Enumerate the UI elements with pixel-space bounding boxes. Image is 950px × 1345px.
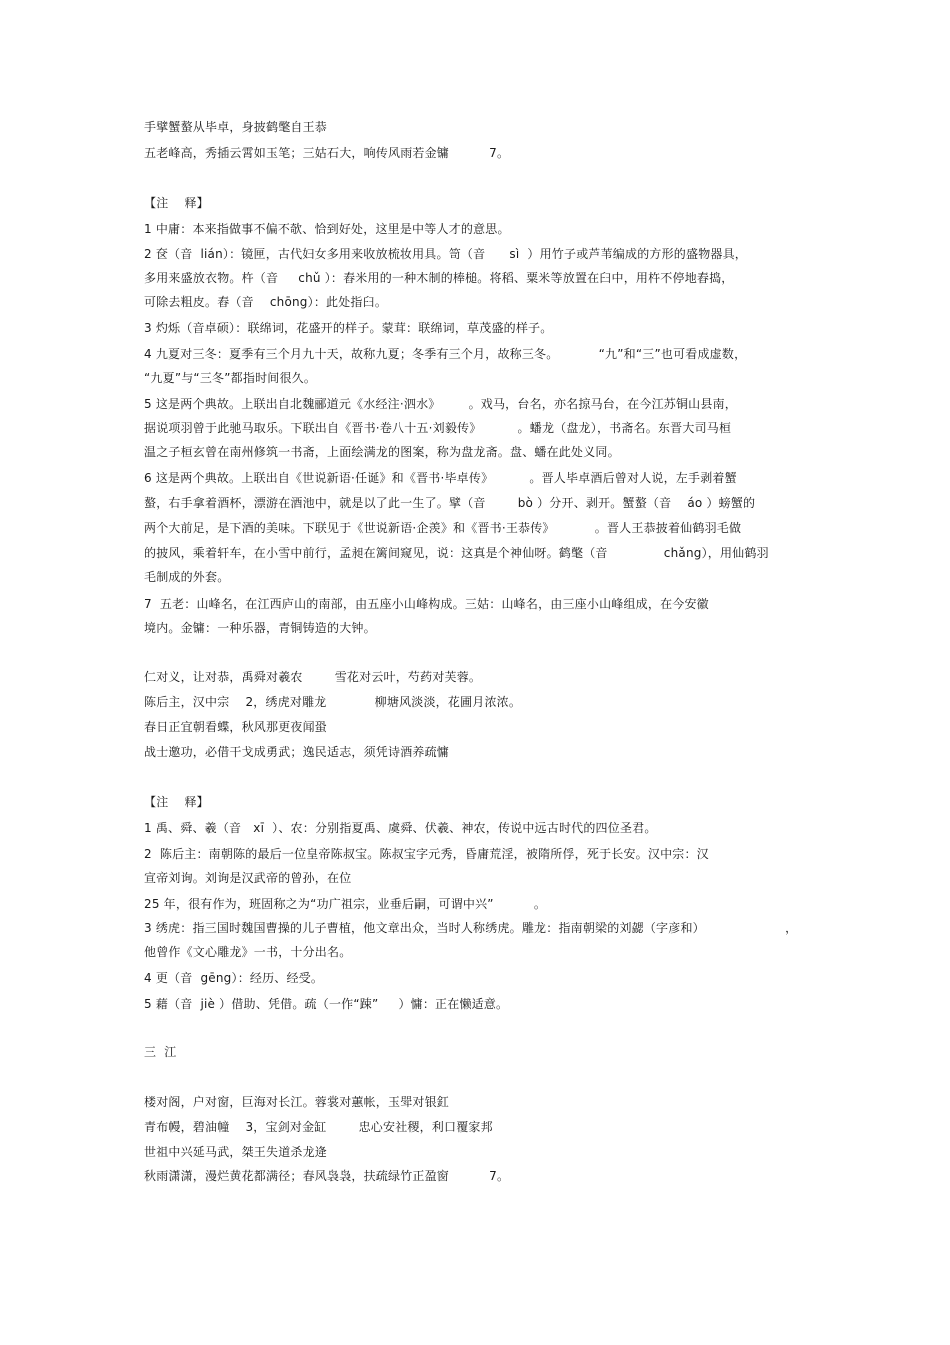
- section-title: 三 江: [144, 1045, 177, 1059]
- verse-line: 手擘蟹螯从毕卓，身披鹤氅自王恭: [144, 120, 328, 134]
- document-page: [144, 0, 824, 1345]
- note-line: 宣帝刘询。刘询是汉武帝的曾孙，在位: [144, 871, 352, 885]
- note-line: 5 这是两个典故。上联出自北魏郦道元《水经注·泗水》 。戏马，台名，亦名掠马台，在今江苏铜山县南，: [144, 397, 737, 411]
- note-line: 温之子桓玄曾在南州修筑一书斋，上面绘满龙的图案，称为盘龙斋。盘、蟠在此处义同。: [144, 445, 620, 459]
- note-line: 毛制成的外套。: [144, 570, 230, 584]
- note-line: 1 中庸：本来指做事不偏不欹、恰到好处，这里是中等人才的意思。: [144, 222, 510, 236]
- note-line: 多用来盛放衣物。杵（音 chǔ ）：舂米用的一种木制的棒槌。将稻、粟米等放置在臼中，用杵不停地舂捣，: [144, 271, 734, 285]
- note-line: “九夏”与“三冬”都指时间很久。: [144, 371, 317, 385]
- note-line: 两个大前足，是下酒的美味。下联见于《世说新语·企羡》和《晋书·王恭传》 。晋人王恭披着仙鹤羽毛做: [144, 521, 742, 535]
- note-line: 的披风，乘着轩车，在小雪中前行，孟昶在篱间窥见，说：这真是个神仙呀。鹤氅（音 chǎng），用仙鹤羽: [144, 546, 769, 560]
- note-line: 他曾作《文心雕龙》一书，十分出名。: [144, 945, 352, 959]
- verse-line: 战士邀功，必借干戈成勇武；逸民适志，须凭诗酒养疏慵: [144, 745, 450, 759]
- note-line: 4 九夏对三冬：夏季有三个月九十天，故称九夏；冬季有三个月，故称三冬。 “九”和“三”也可看成虚数，: [144, 347, 747, 361]
- verse-line: 仁对义，让对恭，禹舜对羲农 雪花对云叶，芍药对芙蓉。: [144, 670, 482, 684]
- verse-line: 五老峰高，秀插云霄如玉笔；三姑石大，响传风雨若金镛 7。: [144, 146, 510, 160]
- note-line: 境内。金镛：一种乐器，青铜铸造的大钟。: [144, 621, 376, 635]
- note-line: 4 更（音 gēng）：经历、经受。: [144, 971, 324, 985]
- verse-line: 陈后主，汉中宗 2，绣虎对雕龙 柳塘风淡淡，花圃月浓浓。: [144, 695, 522, 709]
- note-line: 1 禹、舜、羲（音 xī ）、农：分别指夏禹、虞舜、伏羲、神农，传说中远古时代的四位圣君。: [144, 821, 657, 835]
- note-line: 3 绣虎：指三国时魏国曹操的儿子曹植，他文章出众，当时人称绣虎。雕龙：指南朝梁的刘勰（字彦和） ，: [144, 921, 798, 935]
- note-line: 6 这是两个典故。上联出自《世说新语·任诞》和《晋书·毕卓传》 。晋人毕卓酒后曾对人说，左手剥着蟹: [144, 471, 737, 485]
- note-line: 2 奁（音 lián）：镜匣，古代妇女多用来收放梳妆用具。笥（音 sì ）用竹子或芦苇编成的方形的盛物器具，: [144, 247, 748, 261]
- note-line: 2 陈后主：南朝陈的最后一位皇帝陈叔宝。陈叔宝字元秀，昏庸荒淫，被隋所俘，死于长安。汉中宗：汉: [144, 847, 709, 861]
- note-line: 25 年，很有作为，班固称之为“功广祖宗，业垂后嗣，可谓中兴” 。: [144, 897, 547, 911]
- note-line: 可除去粗皮。舂（音 chōng）：此处指臼。: [144, 295, 388, 309]
- verse-line: 秋雨潇潇，漫烂黄花都满径；春风袅袅，扶疏绿竹正盈窗 7。: [144, 1169, 510, 1183]
- verse-line: 青布幔，碧油幢 3，宝剑对金缸 忠心安社稷，利口覆家邦: [144, 1120, 493, 1134]
- notes-heading: 【注 释】: [144, 795, 209, 809]
- note-line: 5 藉（音 jiè ）借助、凭借。疏（一作“踈” ）慵：正在懒适意。: [144, 997, 509, 1011]
- note-line: 螯，右手拿着酒杯，漂游在酒池中，就是以了此一生了。擘（音 bò ）分开、剥开。蟹螯（音 áo ）螃蟹的: [144, 496, 756, 510]
- verse-line: 楼对阁，户对窗，巨海对长江。蓉裳对蕙帐，玉斝对银釭: [144, 1095, 450, 1109]
- verse-line: 春日正宜朝看蝶，秋风那更夜闻蛩: [144, 720, 328, 734]
- note-line: 据说项羽曾于此驰马取乐。下联出自《晋书·卷八十五·刘毅传》 。蟠龙（盘龙），书斋名。东晋大司马桓: [144, 421, 732, 435]
- note-line: 3 灼烁（音卓硕）：联绵词，花盛开的样子。蒙茸：联绵词，草茂盛的样子。: [144, 321, 553, 335]
- notes-heading: 【注 释】: [144, 196, 209, 210]
- note-line: 7 五老：山峰名，在江西庐山的南部，由五座小山峰构成。三姑：山峰名，由三座小山峰组成，在今安徽: [144, 597, 709, 611]
- verse-line: 世祖中兴延马武，桀王失道杀龙逄: [144, 1145, 328, 1159]
